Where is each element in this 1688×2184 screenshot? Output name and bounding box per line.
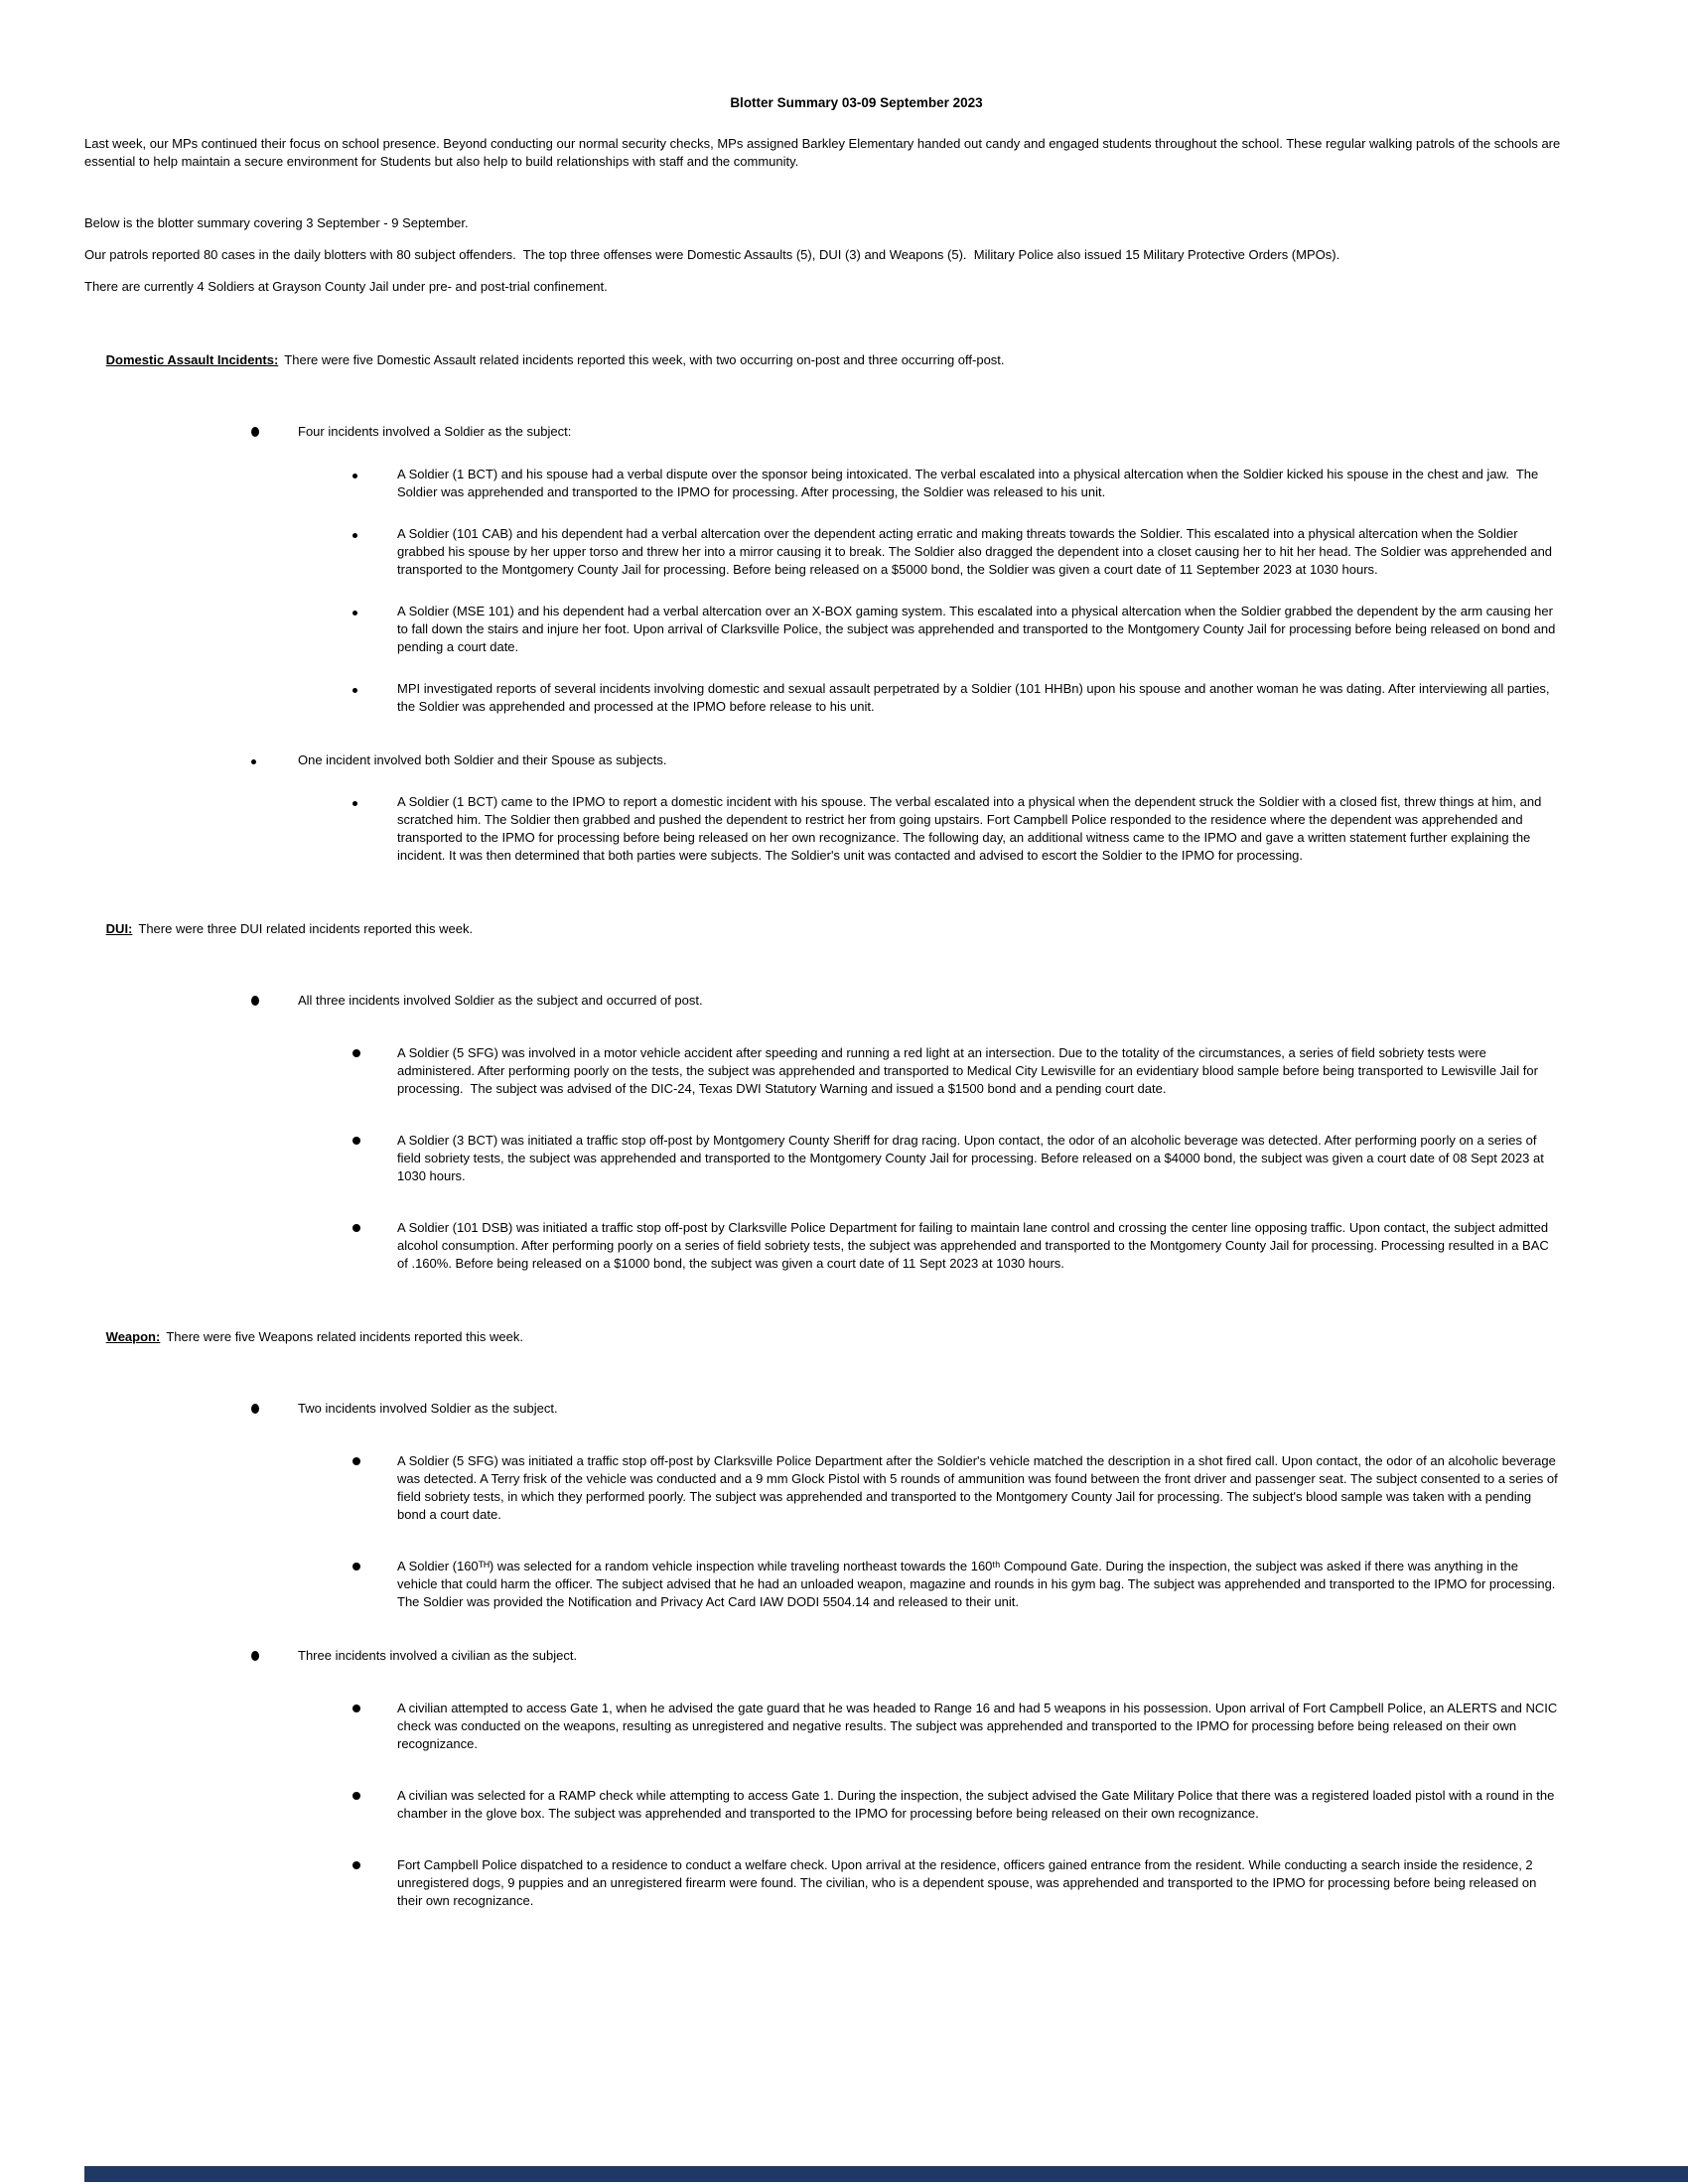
bullet-icon: [352, 1558, 397, 1611]
bullet-icon: [352, 525, 397, 579]
intro-paragraph-1: Last week, our MPs continued their focus on school presence. Beyond conducting our normal security checks, MPs assigned Barkley Elementary handed out candy and engaged students throughout the school. These regular walking patrols of the schools are essential to help maintain a secure environment for Students but also help to build relationships with staff and the community.: [84, 136, 1564, 169]
list-item-text: Fort Campbell Police dispatched to a residence to conduct a welfare check. Upon arrival at the residence, officers gained entrance from the resident. While conducting a search inside the residence, 2 unregistered dogs, 9 puppies and an unregistered firearm were found. The civilian, who is a dependent spouse, was apprehended and transported to the IPMO for processing before being released on their own recognizance.: [397, 1857, 1541, 1908]
list-item: [84, 992, 1628, 1011]
list-item: [84, 423, 1628, 442]
section-lead: There were three DUI related incidents reported this week.: [138, 921, 474, 936]
list-item-text: A Soldier (1 BCT) and his spouse had a verbal dispute over the sponsor being intoxicated. The verbal escalated into a physical altercation when the Soldier kicked his spouse in the chest and jaw. The Soldier was apprehended and transported to the IPMO for processing. After processing, the Soldier was released to his unit.: [397, 467, 1542, 499]
list-item: [84, 1787, 1628, 1823]
bottom-navy-bar: [84, 2166, 1688, 2182]
list-item-text: A Soldier (101 DSB) was initiated a traffic stop off-post by Clarksville Police Department for failing to maintain lane control and crossing the center line opposing traffic. Upon contact, the subject admitted alcohol consumption. After performing poorly on a series of field sobriety tests, the subject was apprehended and transported to the Montgomery County Jail for processing. Processing resulted in a BAC of .160%. Before being released on a $1000 bond, the subject was given a court date of 11 Sept 2023 at 1030 hours.: [397, 1220, 1553, 1271]
list-item-text: A Soldier (1 BCT) came to the IPMO to report a domestic incident with his spouse. The verbal escalated into a physical when the dependent struck the Soldier with a closed fist, threw things at him, and scratched him. The Soldier then grabbed and pushed the dependent to restrict her from going upstairs. Fort Campbell Police responded to the residence where the dependent was apprehended and transported to the IPMO for processing before being released on her own recognizance. The following day, an additional witness came to the IPMO and gave a written statement further explaining the incident. It was then determined that both parties were subjects. The Soldier's unit was contacted and advised to escort the Soldier to the IPMO for processing.: [397, 794, 1545, 863]
document-title: Blotter Summary 03-09 September 2023: [730, 95, 983, 110]
bullet-icon: [352, 603, 397, 656]
list-item: [84, 1132, 1628, 1185]
list-item-text: A civilian was selected for a RAMP check while attempting to access Gate 1. During the inspection, the subject advised the Gate Military Police that there was a registered loaded pistol with a round in the chamber in the glove box. The subject was apprehended and transported to the IPMO for processing before being released on their own recognizance.: [397, 1788, 1558, 1821]
bullet-icon: [251, 423, 298, 442]
section-dui: [84, 902, 1628, 1273]
list-item-text: A civilian attempted to access Gate 1, when he advised the gate guard that he was headed to Range 16 and had 5 weapons in his possession. Upon arrival of Fort Campbell Police, an ALERTS and NCIC check was conducted on the weapons, resulting as unregistered and negative results. The subject was apprehended and transported to the IPMO for processing before being released on their own recognizance.: [397, 1701, 1561, 1751]
bullet-icon: [352, 466, 397, 501]
list-item: [84, 1558, 1628, 1611]
list-item-text: MPI investigated reports of several incidents involving domestic and sexual assault perpetrated by a Soldier (101 HHBn) upon his spouse and another woman he was dating. After interviewing all parties, the Soldier was apprehended and processed at the IPMO before release to his unit.: [397, 681, 1554, 714]
list-item: [84, 751, 1628, 769]
list-item: [84, 466, 1628, 501]
list-item-text: A Soldier (101 CAB) and his dependent had a verbal altercation over the dependent acting erratic and making threats towards the Soldier. This escalated into a physical altercation when the Soldier grabbed his spouse by her upper torso and threw her into a mirror causing it to break. The Soldier also dragged the dependent into a closet causing her to hit her head. The Soldier was apprehended and transported to the Montgomery County Jail for processing. Before being released on a $5000 bond, the Soldier was given a court date of 11 September 2023 at 1030 hours.: [397, 526, 1556, 577]
group-label: Four incidents involved a Soldier as the subject:: [298, 424, 572, 439]
section-heading: DUI:: [105, 921, 133, 936]
group-label: Three incidents involved a civilian as the subject.: [298, 1648, 578, 1663]
bullet-icon: [352, 1856, 397, 1910]
list-item: [84, 1856, 1628, 1910]
section-head-weapon: [84, 1310, 1609, 1364]
section-weapon: [84, 1310, 1628, 1910]
list-item: [84, 1219, 1628, 1273]
section-heading: Domestic Assault Incidents:: [105, 352, 279, 367]
bullet-icon: [352, 1219, 397, 1273]
list-item: [84, 1700, 1628, 1753]
bullet-icon: [251, 1400, 298, 1419]
list-item: [84, 1400, 1628, 1419]
list-item-text: A Soldier (5 SFG) was involved in a motor vehicle accident after speeding and running a red light at an intersection. Due to the totality of the circumstances, a series of field sobriety tests were administered. After performing poorly on the tests, the subject was apprehended and transported to Medical City Lewisville for an evidentiary blood sample before being transported to Lewisville Jail for processing. The subject was advised of the DIC-24, Texas DWI Statutory Warning and issued a $1500 bond and a pending court date.: [397, 1045, 1542, 1096]
section-lead: There were five Weapons related incidents reported this week.: [166, 1329, 523, 1344]
group-label: All three incidents involved Soldier as the subject and occurred of post.: [298, 993, 703, 1008]
bullet-icon: [251, 751, 298, 769]
list-item: [84, 1647, 1628, 1666]
bullet-icon: [352, 793, 397, 865]
section-head-dui: [84, 902, 1609, 956]
list-item: [84, 793, 1628, 865]
list-item-text: A Soldier (3 BCT) was initiated a traffic stop off-post by Montgomery County Sheriff for drag racing. Upon contact, the odor of an alcoholic beverage was detected. After performing poorly on a series of field sobriety tests, the subject was apprehended and transported to the Montgomery County Jail for processing. Before released on a $4000 bond, the subject was given a court date of 08 Sept 2023 at 1030 hours.: [397, 1133, 1548, 1183]
list-item-text: A Soldier (MSE 101) and his dependent had a verbal altercation over an X-BOX gaming system. This escalated into a physical altercation when the Soldier grabbed the dependent by the arm causing her to fall down the stairs and injure her foot. Upon arrival of Clarksville Police, the subject was apprehended and transported to the Montgomery County Jail for processing before being released on bond and pending a court date.: [397, 604, 1559, 654]
section-heading: Weapon:: [105, 1329, 161, 1344]
bullet-icon: [352, 1787, 397, 1823]
list-item: [84, 1044, 1628, 1098]
list-item-text: A Soldier (5 SFG) was initiated a traffic stop off-post by Clarksville Police Department after the Soldier's vehicle matched the description in a shot fired call. Upon contact, the odor of an alcoholic beverage was detected. A Terry frisk of the vehicle was conducted and a 9 mm Glock Pistol with 5 rounds of ammunition was found between the front driver and passenger seat. The subject consented to a series of field sobriety tests, in which they performed poorly. The subject was apprehended and transported to the Montgomery County Jail for processing. The subject's blood sample was taken with a pending bond a court date.: [397, 1453, 1562, 1522]
section-lead: There were five Domestic Assault related incidents reported this week, with two occurring on-post and three occurring off-post.: [284, 352, 1005, 367]
section-domestic-assault: [84, 334, 1628, 865]
bullet-icon: [352, 1452, 397, 1524]
group-label: One incident involved both Soldier and their Spouse as subjects.: [298, 752, 667, 767]
intro-paragraph-4: There are currently 4 Soldiers at Grayson County Jail under pre- and post-trial confinement.: [84, 279, 608, 294]
group-label: Two incidents involved Soldier as the subject.: [298, 1401, 558, 1416]
bullet-icon: [352, 680, 397, 716]
bullet-icon: [352, 1700, 397, 1753]
bullet-icon: [251, 992, 298, 1011]
intro-paragraph-3: Our patrols reported 80 cases in the daily blotters with 80 subject offenders. The top three offenses were Domestic Assaults (5), DUI (3) and Weapons (5). Military Police also issued 15 Military Protective Orders (MPOs).: [84, 247, 1340, 262]
intro-paragraph-2: Below is the blotter summary covering 3 September - 9 September.: [84, 215, 469, 230]
list-item: [84, 1452, 1628, 1524]
bullet-icon: [251, 1647, 298, 1666]
section-head-domestic-assault: [84, 334, 1609, 387]
list-item: [84, 680, 1628, 716]
bullet-icon: [352, 1132, 397, 1185]
bullet-icon: [352, 1044, 397, 1098]
list-item: [84, 603, 1628, 656]
list-item-text: A Soldier (160ᵀᴴ) was selected for a random vehicle inspection while traveling northeast towards the 160ᵗʰ Compound Gate. During the inspection, the subject was asked if there was anything in the vehicle that could harm the officer. The subject advised that he had an unloaded weapon, magazine and rounds in his gym bag. The subject was apprehended and transported to the IPMO for processing. The Soldier was provided the Notification and Privacy Act Card IAW DODI 5504.14 and released to their unit.: [397, 1559, 1559, 1609]
list-item: [84, 525, 1628, 579]
